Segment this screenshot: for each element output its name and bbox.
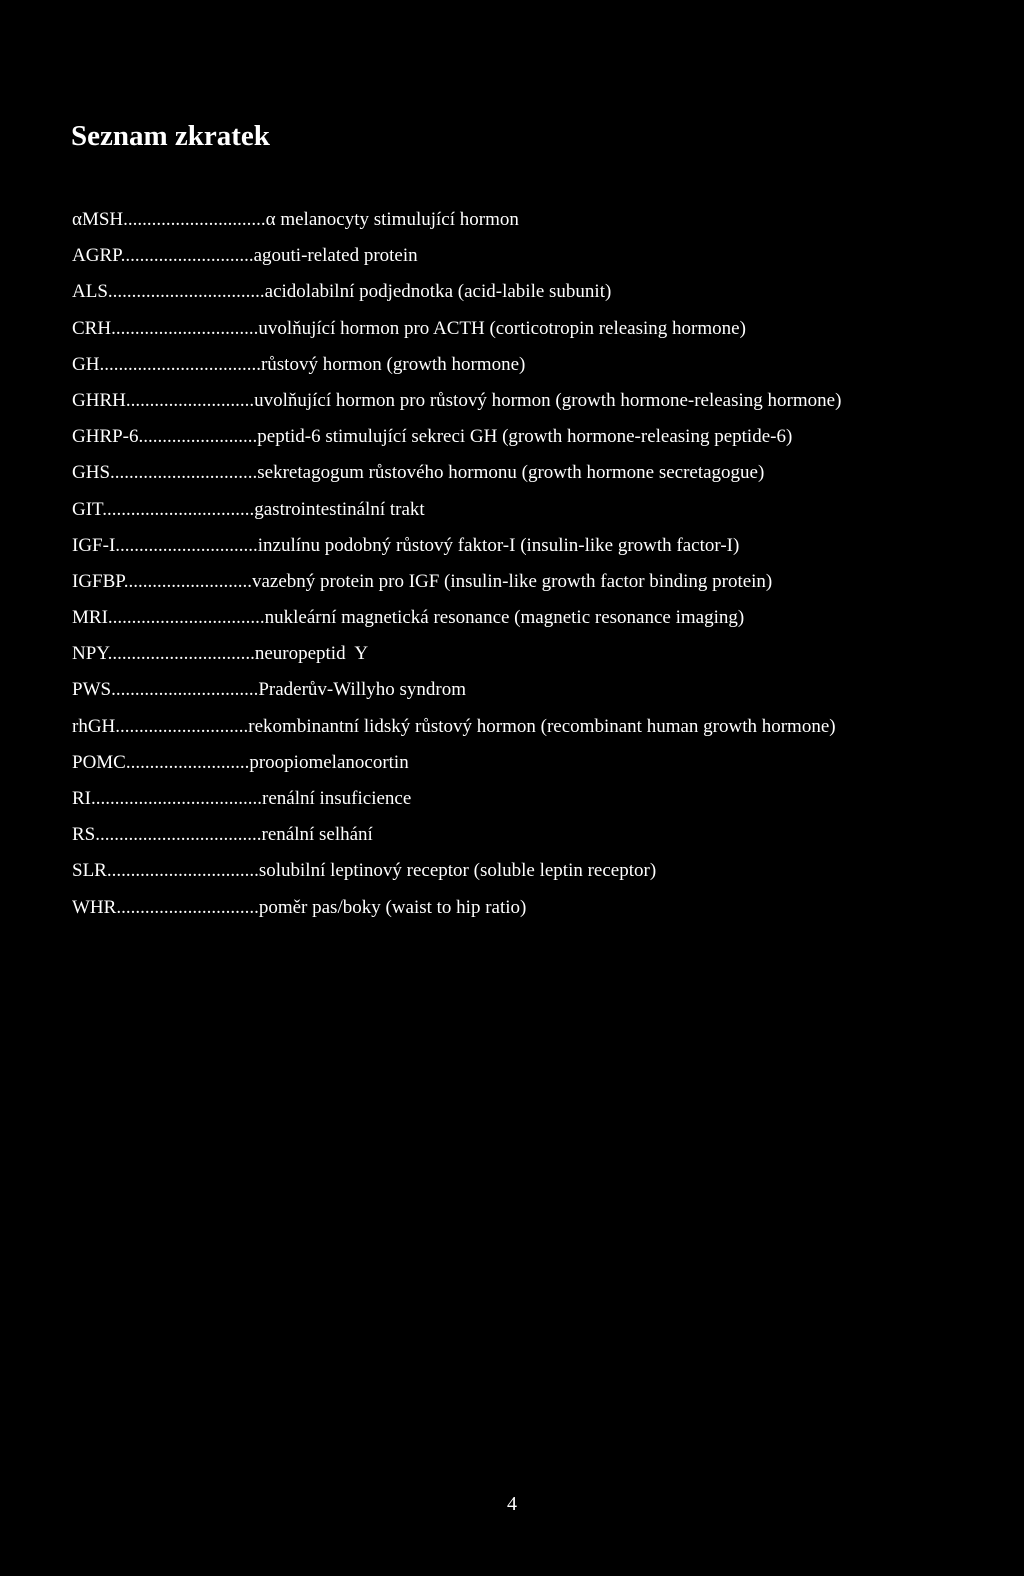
abbreviation: CRH [72, 317, 112, 339]
abbreviation-meaning: růstový hormon (growth hormone) [260, 353, 526, 375]
abbreviation: NPY [72, 643, 108, 665]
abbreviation-meaning: neuropeptid Y [254, 643, 369, 665]
abbreviation-row [72, 564, 841, 600]
abbreviation-meaning: sekretagogum růstového hormonu (growth hormone secretagogue) [257, 462, 765, 484]
abbreviation-row [72, 274, 841, 310]
abbreviation-meaning: peptid-6 stimulující sekreci GH (growth hormone-releasing peptide-6) [257, 426, 793, 448]
abbreviation: RS [72, 824, 96, 846]
leader-dots: ................................ [102, 498, 255, 520]
abbreviation-meaning: nukleární magnetická resonance (magnetic resonance imaging) [264, 607, 745, 629]
abbreviation-meaning: acidolabilní podjednotka (acid-labile subunit) [264, 281, 612, 303]
leader-dots: .................................. [99, 353, 261, 375]
abbreviation: WHR [72, 896, 117, 918]
abbreviation-meaning: Praderův-Willyho syndrom [258, 679, 467, 701]
abbreviation-row [72, 383, 841, 419]
abbreviation-meaning: agouti-related protein [253, 245, 418, 267]
abbreviation: ALS [72, 281, 108, 303]
abbreviation: GH [72, 353, 100, 375]
abbreviation: IGFBP [72, 570, 124, 592]
abbreviation-row [72, 890, 841, 926]
abbreviation-row [72, 745, 841, 781]
abbreviation-row [72, 202, 841, 238]
abbreviation-row [72, 311, 841, 347]
abbreviation: PWS [72, 679, 112, 701]
leader-dots: ........................... [123, 570, 252, 592]
leader-dots: .............................. [116, 896, 259, 918]
abbreviation-meaning: gastrointestinální trakt [254, 498, 425, 520]
leader-dots: ................................... [95, 824, 262, 846]
abbreviation-row [72, 455, 841, 491]
leader-dots: ............................ [115, 715, 249, 737]
abbreviation-row [72, 347, 841, 383]
abbreviation: IGF-I [72, 534, 116, 556]
abbreviation: MRI [72, 607, 108, 629]
abbreviation: rhGH [72, 715, 116, 737]
abbreviation-meaning: inzulínu podobný růstový faktor-I (insulin-like growth factor-I) [257, 534, 740, 556]
leader-dots: .............................. [123, 209, 266, 230]
abbreviation-meaning: uvolňující hormon pro ACTH (corticotropin releasing hormone) [258, 317, 746, 339]
leader-dots: ......................... [138, 426, 258, 448]
abbreviation: GHRH [72, 389, 126, 411]
abbreviation-row [72, 817, 841, 853]
abbreviation-meaning: rekombinantní lidský růstový hormon (recombinant human growth hormone) [248, 715, 836, 737]
leader-dots: ............................... [111, 317, 259, 339]
abbreviation-row [72, 781, 841, 817]
abbreviation-row [72, 600, 841, 636]
abbreviation-row [72, 853, 841, 889]
abbreviation: RI [72, 788, 91, 809]
leader-dots: ............................... [111, 679, 259, 701]
leader-dots: ............................... [107, 643, 255, 665]
abbreviation-list [72, 202, 841, 926]
abbreviation: AGRP [72, 245, 121, 267]
abbreviation-row [72, 672, 841, 708]
abbreviation-meaning: proopiomelanocortin [249, 751, 409, 773]
abbreviation-row [72, 492, 841, 528]
abbreviation-meaning: solubilní leptinový receptor (soluble leptin receptor) [258, 860, 657, 882]
abbreviation-row [72, 419, 841, 455]
abbreviation-meaning: α melanocyty stimulující hormon [265, 209, 519, 230]
leader-dots: ............................ [120, 245, 254, 267]
leader-dots: ............................... [110, 462, 258, 484]
abbreviation-meaning: vazebný protein pro IGF (insulin-like growth factor binding protein) [252, 570, 773, 592]
abbreviation-meaning: uvolňující hormon pro růstový hormon (growth hormone-releasing hormone) [254, 389, 842, 411]
leader-dots: .......................... [125, 751, 250, 773]
page-number: 4 [507, 1493, 517, 1515]
abbreviation: GHS [72, 462, 111, 484]
abbreviation-row [72, 238, 841, 274]
abbreviation-meaning: poměr pas/boky (waist to hip ratio) [258, 896, 527, 918]
leader-dots: .............................. [115, 534, 258, 556]
abbreviation-row [72, 636, 841, 672]
leader-dots: ................................. [107, 281, 265, 303]
abbreviation: αMSH [72, 209, 124, 230]
leader-dots: ................................. [107, 607, 265, 629]
leader-dots: ................................ [106, 860, 259, 882]
abbreviation: SLR [72, 860, 107, 882]
abbreviation-meaning: renální selhání [261, 824, 373, 846]
abbreviation: GIT [72, 498, 103, 520]
abbreviation: POMC [72, 751, 126, 773]
leader-dots: ........................... [125, 389, 255, 411]
abbreviation: GHRP-6 [72, 426, 139, 448]
abbreviation-row [72, 709, 841, 745]
abbreviation-meaning: renální insuficience [262, 788, 412, 809]
leader-dots: .................................... [91, 788, 262, 809]
abbreviation-row [72, 528, 841, 564]
page-title: Seznam zkratek [71, 120, 270, 152]
